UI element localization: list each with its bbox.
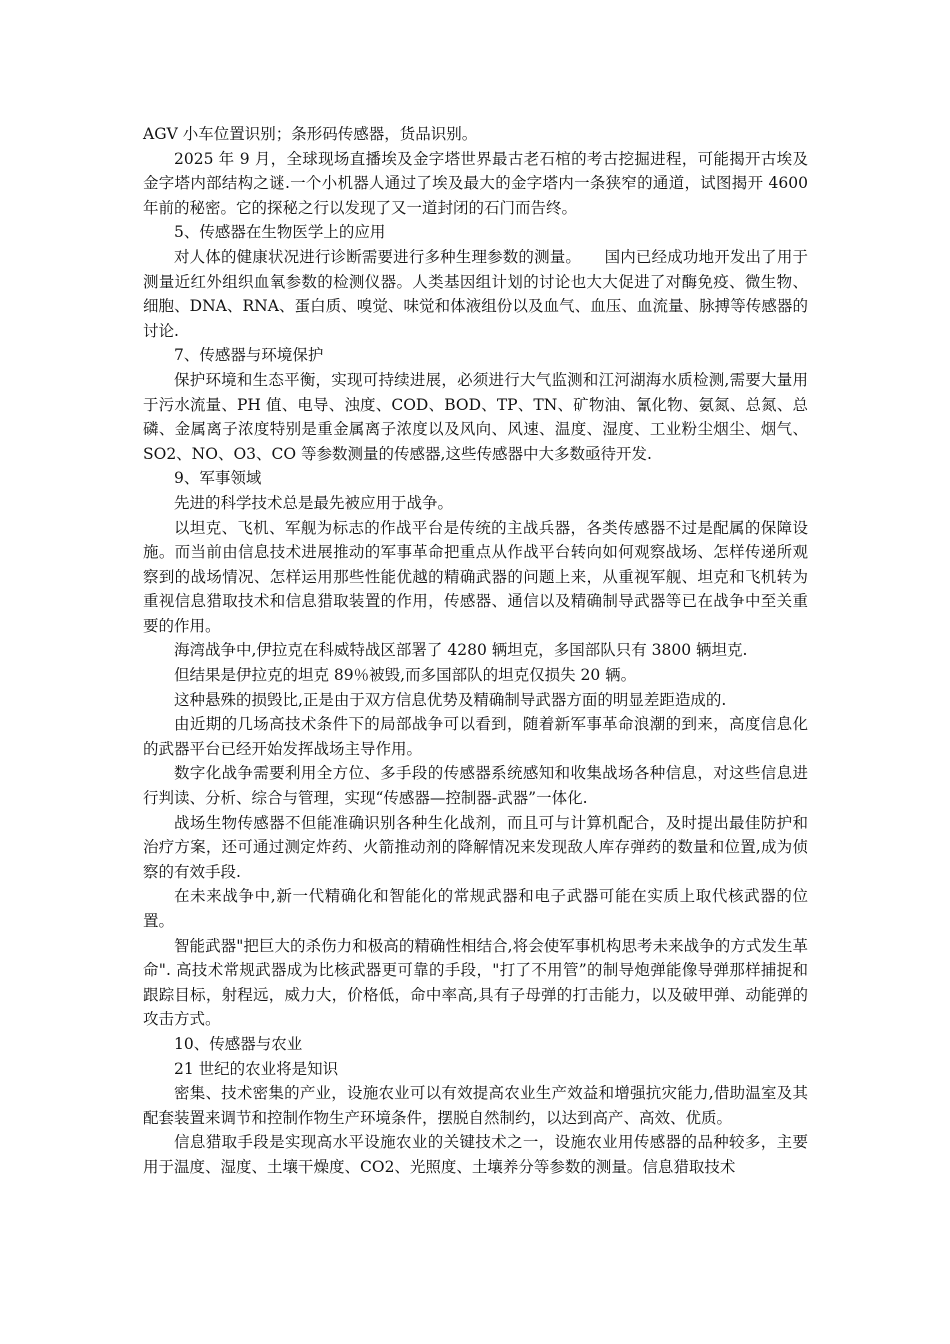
paragraph: 保护环境和生态平衡，实现可持续进展，必须进行大气监测和江河湖海水质检测,需要大量用于污水流量、PH 值、电导、浊度、COD、BOD、TP、TN、矿物油、氰化物、氨氮、总氮、总磷、金属离子浓度特别是重金属离子浓度以及风向、风速、温度、湿度、工业粉尘烟尘、烟气、SO2、NO、O3、CO 等参数测量的传感器,这些传感器中大多数亟待开发. bbox=[143, 370, 808, 463]
paragraph: AGV 小车位置识别；条形码传感器，货品识别。 bbox=[143, 125, 478, 143]
document-body bbox=[143, 122, 808, 1180]
paragraph: 对人体的健康状况进行诊断需要进行多种生理参数的测量。 国内已经成功地开发出了用于测量近红外组织血氧参数的检测仪器。人类基因组计划的讨论也大大促进了对酶免疫、微生物、细胞、DNA、RNA、蛋白质、嗅觉、味觉和体液组份以及血气、血压、血流量、脉搏等传感器的讨论. bbox=[143, 247, 808, 340]
paragraph: 21 世纪的农业将是知识 bbox=[174, 1059, 339, 1078]
paragraph: 在未来战争中,新一代精确化和智能化的常规武器和电子武器可能在实质上取代核武器的位置。 bbox=[143, 887, 808, 930]
section-heading: 9、军事领域 bbox=[174, 469, 262, 488]
paragraph: 先进的科学技术总是最先被应用于战争。 bbox=[174, 493, 454, 512]
paragraph: 但结果是伊拉克的坦克 89％被毁,而多国部队的坦克仅损失 20 辆。 bbox=[174, 666, 637, 685]
paragraph: 智能武器"把巨大的杀伤力和极高的精确性相结合,将会使军事机构思考未来战争的方式发生革命". 高技术常规武器成为比核武器更可靠的手段，"打了不用管”的制导炮弹能像导弹那样捕捉和跟踪目标，射程远，威力大，价格低，命中率高,具有子母弹的打击能力，以及破甲弹、动能弹的攻击方式。 bbox=[143, 936, 808, 1029]
paragraph: 2025 年 9 月，全球现场直播埃及金字塔世界最古老石棺的考古挖掘进程，可能揭开古埃及金字塔内部结构之谜.一个小机器人通过了埃及最大的金字塔内一条狭窄的通道，试图揭开 4600 年前的秘密。它的探秘之行以发现了又一道封闭的石门而告终。 bbox=[143, 149, 808, 217]
paragraph: 这种悬殊的损毁比,正是由于双方信息优势及精确制导武器方面的明显差距造成的. bbox=[174, 690, 727, 709]
paragraph: 数字化战争需要利用全方位、多手段的传感器系统感知和收集战场各种信息，对这些信息进行判读、分析、综合与管理，实现“传感器—控制器-武器”一体化. bbox=[143, 764, 808, 808]
paragraph: 海湾战争中,伊拉克在科威特战区部署了 4280 辆坦克，多国部队只有 3800 辆坦克. bbox=[174, 641, 748, 660]
paragraph: 密集、技术密集的产业，设施农业可以有效提高农业生产效益和增强抗灾能力,借助温室及其配套装置来调节和控制作物生产环境条件，摆脱自然制约，以达到高产、高效、优质。 bbox=[143, 1084, 808, 1127]
section-heading: 10、传感器与农业 bbox=[174, 1034, 303, 1053]
paragraph: 以坦克、飞机、军舰为标志的作战平台是传统的主战兵器，各类传感器不过是配属的保障设施。而当前由信息技术进展推动的军事革命把重点从作战平台转向如何观察战场、怎样传递所观察到的战场情况、怎样运用那些性能优越的精确武器的问题上来，从重视军舰、坦克和飞机转为重视信息猎取技术和信息猎取装置的作用，传感器、通信以及精确制导武器等已在战争中至关重要的作用。 bbox=[143, 518, 808, 635]
paragraph: 信息猎取手段是实现高水平设施农业的关键技术之一，设施农业用传感器的品种较多，主要用于温度、湿度、土壤干燥度、CO2、光照度、土壤养分等参数的测量。信息猎取技术 bbox=[143, 1133, 808, 1176]
section-heading: 7、传感器与环境保护 bbox=[174, 346, 324, 365]
paragraph: 战场生物传感器不但能准确识别各种生化战剂，而且可与计算机配合，及时提出最佳防护和治疗方案，还可通过测定炸药、火箭推动剂的降解情况来发现敌人库存弹药的数量和位置,成为侦察的有效手段. bbox=[143, 813, 808, 881]
section-heading: 5、传感器在生物医学上的应用 bbox=[174, 223, 386, 242]
paragraph: 由近期的几场高技术条件下的局部战争可以看到，随着新军事革命浪潮的到来，高度信息化的武器平台已经开始发挥战场主导作用。 bbox=[143, 715, 808, 758]
